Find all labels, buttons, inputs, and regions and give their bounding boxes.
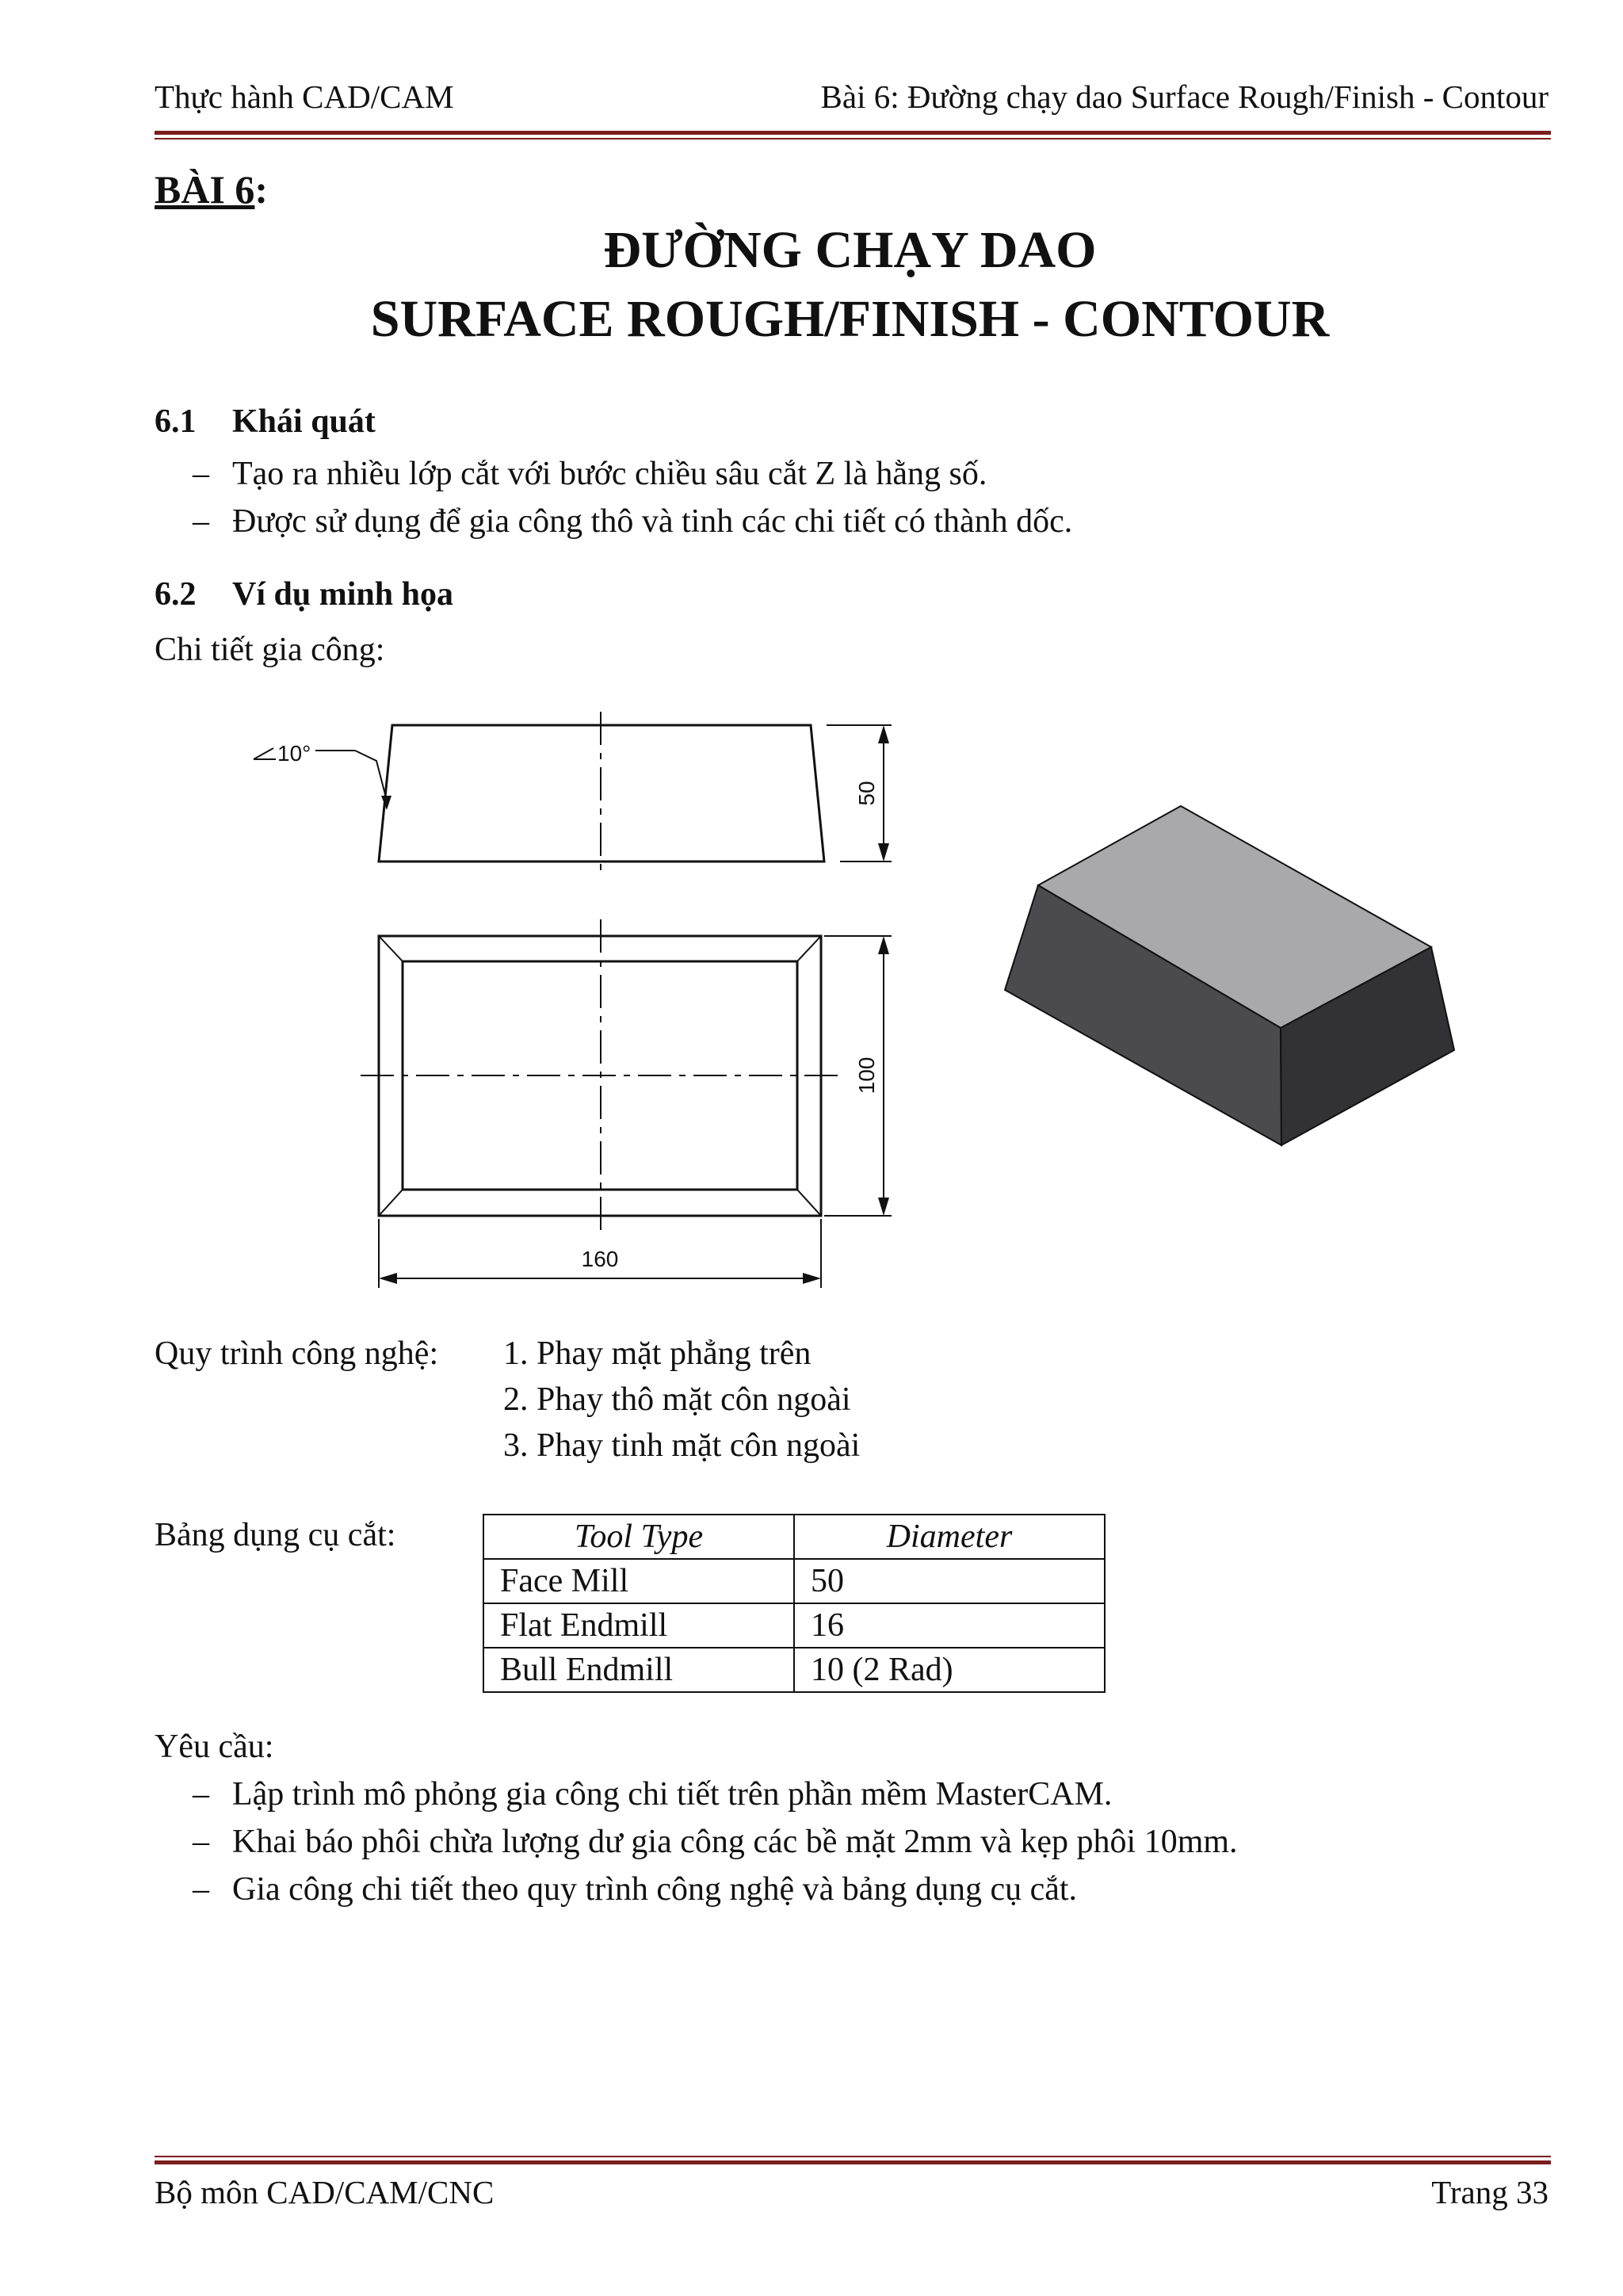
table-header-row bbox=[483, 1515, 1105, 1559]
section-title: Ví dụ minh họa bbox=[232, 576, 453, 613]
section-title: Khái quát bbox=[232, 403, 376, 440]
tool-table bbox=[483, 1514, 1106, 1693]
list-item-text: Tạo ra nhiều lớp cắt với bước chiều sâu cắt Z là hằng số. bbox=[232, 456, 987, 492]
table-cell: Flat Endmill bbox=[483, 1603, 794, 1648]
dim-height-label: 50 bbox=[854, 781, 879, 806]
part-label: Chi tiết gia công: bbox=[155, 632, 385, 668]
table-cell: Bull Endmill bbox=[483, 1648, 794, 1692]
list-item: – Được sử dụng để gia công thô và tinh các chi tiết có thành dốc. bbox=[193, 503, 1073, 540]
angle-label: 10° bbox=[277, 741, 311, 766]
table-header: Diameter bbox=[794, 1515, 1105, 1559]
list-item: – Khai báo phôi chừa lượng dư gia công các bề mặt 2mm và kẹp phôi 10mm. bbox=[193, 1824, 1238, 1860]
table-row bbox=[483, 1603, 1105, 1648]
requirements-label: Yêu cầu: bbox=[155, 1729, 274, 1765]
isometric-block bbox=[1005, 806, 1454, 1145]
table-cell: 50 bbox=[794, 1559, 1105, 1603]
lesson-number: BÀI 6 bbox=[155, 167, 255, 212]
dim-length-label: 160 bbox=[581, 1247, 619, 1271]
section-number: 6.2 bbox=[155, 576, 197, 613]
footer-left: Bộ môn CAD/CAM/CNC bbox=[155, 2174, 495, 2210]
tools-label: Bảng dụng cụ cắt: bbox=[155, 1517, 396, 1553]
list-item: – Gia công chi tiết theo quy trình công nghệ và bảng dụng cụ cắt. bbox=[193, 1871, 1078, 1908]
page-number: Trang 33 bbox=[1431, 2174, 1549, 2210]
table-header: Tool Type bbox=[483, 1515, 794, 1559]
table-cell: Face Mill bbox=[483, 1559, 794, 1603]
table-row bbox=[483, 1648, 1105, 1692]
list-item-text: Khai báo phôi chừa lượng dư gia công các bề mặt 2mm và kẹp phôi 10mm. bbox=[232, 1824, 1238, 1860]
dim-width-label: 100 bbox=[854, 1056, 879, 1095]
list-item: – Tạo ra nhiều lớp cắt với bước chiều sâu cắt Z là hằng số. bbox=[193, 456, 987, 492]
list-item-text: Lập trình mô phỏng gia công chi tiết trên phần mềm MasterCAM. bbox=[232, 1776, 1113, 1813]
section-number: 6.1 bbox=[155, 403, 197, 440]
list-item-text: Gia công chi tiết theo quy trình công nghệ và bảng dụng cụ cắt. bbox=[232, 1871, 1078, 1908]
lesson-title-line2: SURFACE ROUGH/FINISH - CONTOUR bbox=[370, 290, 1330, 348]
table-cell: 16 bbox=[794, 1603, 1105, 1648]
footer-rule-thin bbox=[155, 2156, 1551, 2157]
footer-rule bbox=[155, 2160, 1551, 2164]
list-item-text: Được sử dụng để gia công thô và tinh các chi tiết có thành dốc. bbox=[232, 503, 1073, 540]
list-item: – Lập trình mô phỏng gia công chi tiết trên phần mềm MasterCAM. bbox=[193, 1776, 1113, 1813]
process-step: 1. Phay mặt phẳng trên bbox=[503, 1335, 812, 1372]
process-label: Quy trình công nghệ: bbox=[155, 1335, 439, 1372]
process-step: 3. Phay tinh mặt côn ngoài bbox=[503, 1427, 861, 1464]
table-cell: 10 (2 Rad) bbox=[794, 1648, 1105, 1692]
lesson-colon: : bbox=[254, 167, 269, 212]
lesson-title-line1: ĐƯỜNG CHẠY DAO bbox=[603, 221, 1097, 279]
header-left: Thực hành CAD/CAM bbox=[155, 78, 454, 115]
header-right: Bài 6: Đường chạy dao Surface Rough/Finish - Contour bbox=[820, 78, 1549, 115]
table-row bbox=[483, 1559, 1105, 1603]
process-step: 2. Phay thô mặt côn ngoài bbox=[503, 1381, 851, 1418]
